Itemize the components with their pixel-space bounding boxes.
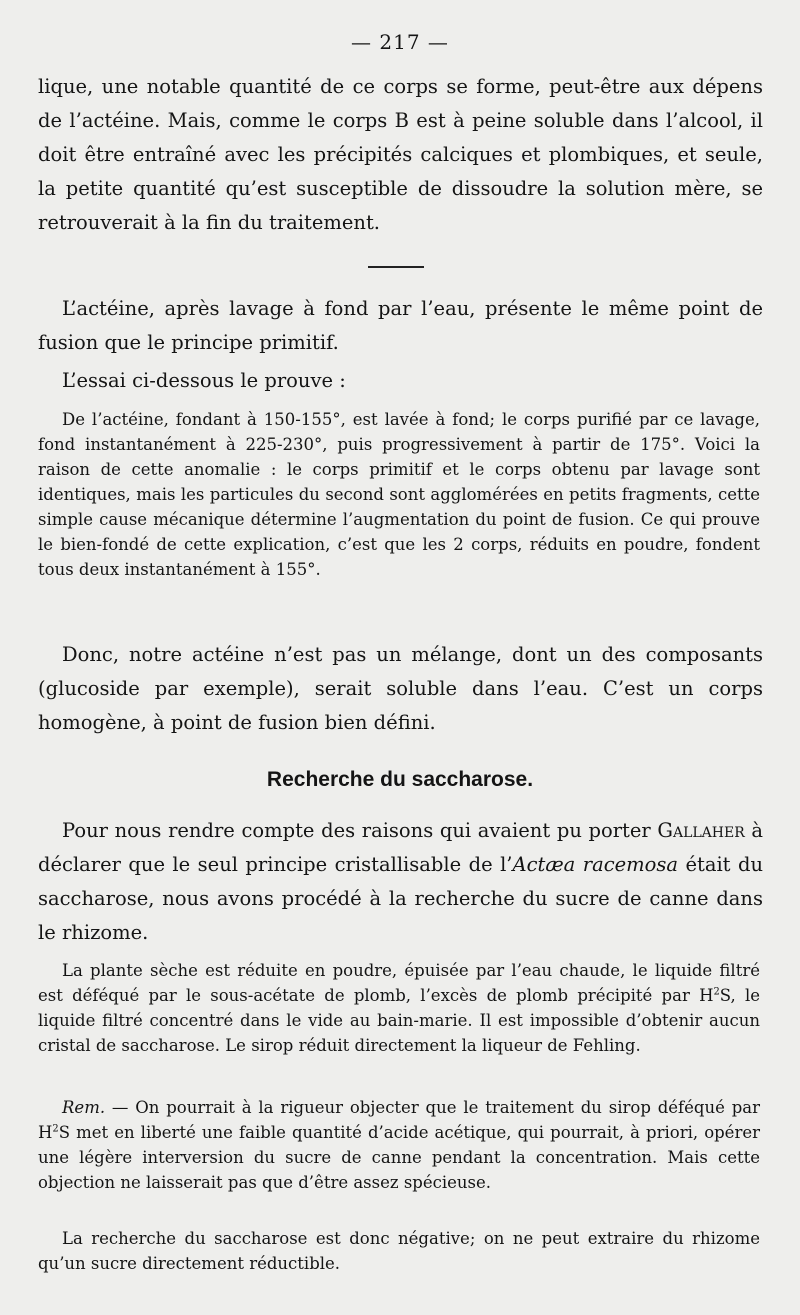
superscript: 2 <box>713 986 720 998</box>
text-run: était du saccharose, nous avons procédé à la recherche du sucre de canne dans le rhizome. <box>38 853 763 944</box>
text-run: Pour nous rendre compte des raisons qui avaient pu porter <box>62 819 658 842</box>
paragraph-essai: L’essai ci-dessous le prouve : <box>62 369 346 392</box>
paragraph-remark <box>38 1095 760 1195</box>
text-run: à déclarer que le seul principe cristallisable de l’ <box>38 819 764 876</box>
text-run: S met en liberté une faible quantité d’acide acétique, qui pourrait, à priori, opérer une légère interversion du sucre de canne pendant la concentration. Mais cette objection ne laisserait pas que d’être assez spécieuse. <box>38 1123 760 1192</box>
text-run: La plante sèche est réduite en poudre, épuisée par l’eau chaude, le liquide filtré est déféqué par le sous-acétate de plomb, l’excès de plomb précipité par H <box>38 961 760 1005</box>
remark-label: Rem. <box>62 1098 106 1117</box>
section-heading: Recherche du saccharose. <box>266 768 534 791</box>
paragraph-plante <box>38 958 760 1058</box>
text-run: S, le liquide filtré concentré dans le vide au bain-marie. Il est impossible d’obtenir aucun cristal de saccharose. Le sirop réduit directement la liqueur de Fehling. <box>38 986 760 1055</box>
paragraph-detail: De l’actéine, fondant à 150-155°, est lavée à fond; le corps purifié par ce lavage, fond instantanément à 225-230°, puis progressivement à partir de 175°. Voici la raison de cette anomalie : le corps primitif et le corps obtenu par lavage sont identiques, mais les particules du second sont agglomérées en petits fragments, cette simple cause mécanique détermine l’augmentation du point de fusion. Ce qui prouve le bien-fondé de cette explication, c’est que les 2 corps, réduits en poudre, fondent tous deux instantanément à 155°. <box>38 410 760 579</box>
text-run: — On pourrait à la rigueur objecter que le traitement du sirop déféqué par H <box>38 1098 760 1142</box>
superscript: 2 <box>52 1123 59 1135</box>
author-name: Gallaher <box>657 819 745 842</box>
paragraph-donc: Donc, notre actéine n’est pas un mélange, dont un des composants (glucoside par exemple), serait soluble dans l’eau. C’est un corps homogène, à point de fusion bien défini. <box>38 643 763 734</box>
section-divider <box>368 266 424 268</box>
paragraph-final: La recherche du saccharose est donc négative; on ne peut extraire du rhizome qu’un sucre directement réductible. <box>38 1229 760 1273</box>
page-number: — 217 — <box>351 30 449 54</box>
paragraph-continued: lique, une notable quantité de ce corps se forme, peut-être aux dépens de l’actéine. Mais, comme le corps B est à peine soluble dans l’alcool, il doit être entraîné avec les précipités calciques et plombiques, et seule, la petite quantité qu’est susceptible de dissoudre la solution mère, se retrouverait à la fin du traitement. <box>38 75 763 234</box>
paragraph-pour <box>38 814 763 950</box>
species-name: Actæa racemosa <box>512 853 679 876</box>
paragraph-fusion: L’actéine, après lavage à fond par l’eau, présente le même point de fusion que le principe primitif. <box>38 297 763 354</box>
